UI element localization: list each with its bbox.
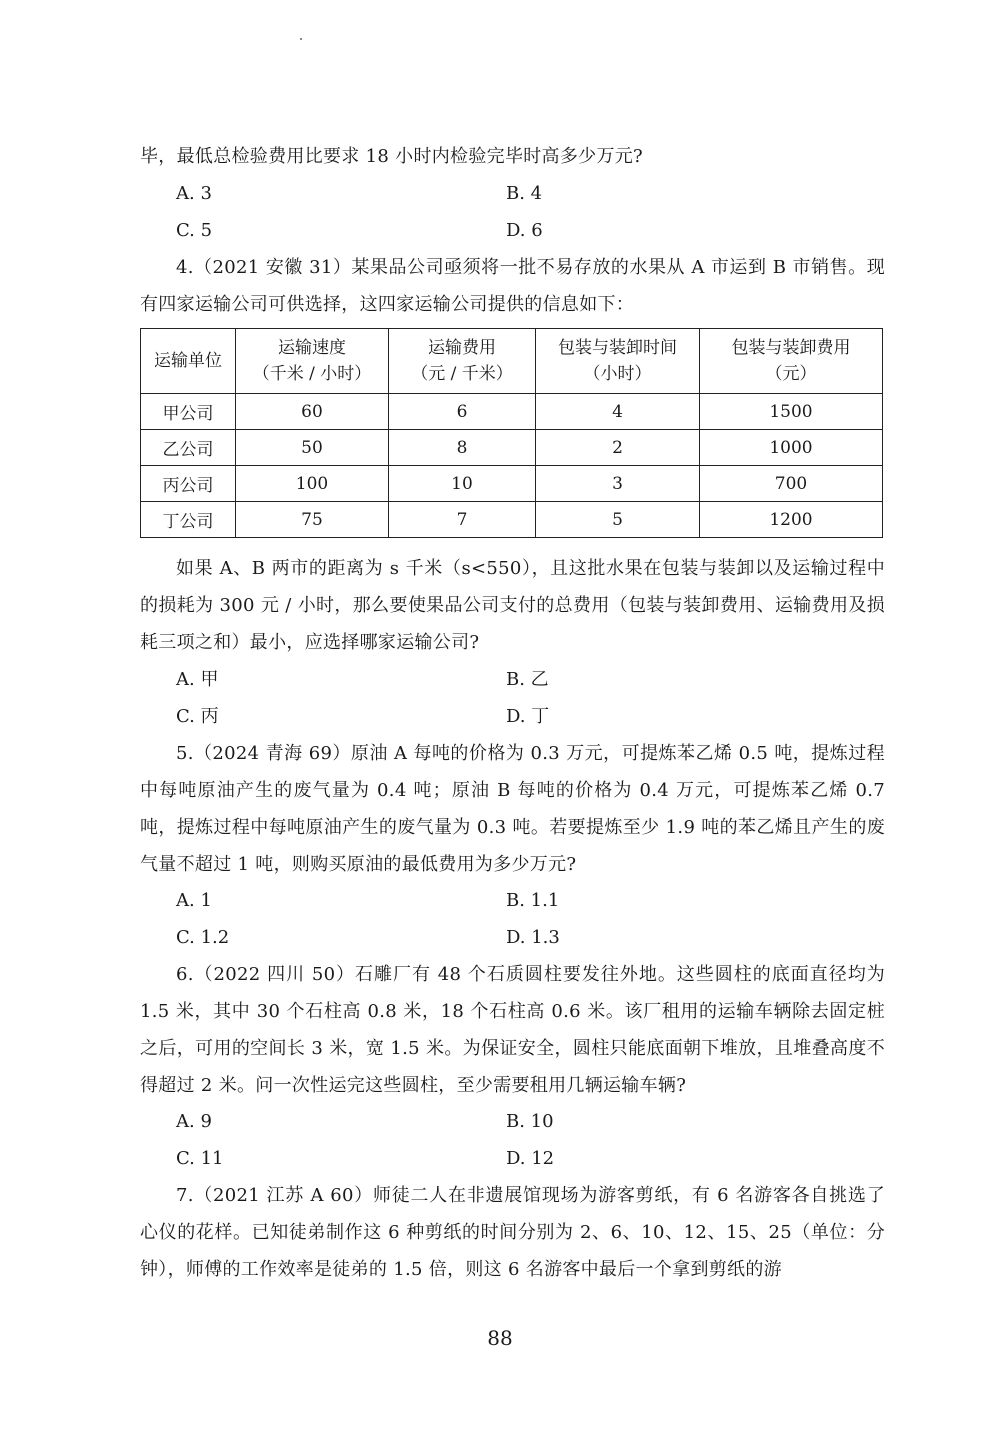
- q6-option-d: D. 12: [506, 1148, 555, 1169]
- q7-stem: 7.（2021 江苏 A 60）师徒二人在非遗展馆现场为游客剪纸，有 6 名游客各自挑选了心仪的花样。已知徒弟制作这 6 种剪纸的时间分别为 2、6、10、12、15、25（单位：分钟），师傅的工作效率是徒弟的 1.5 倍，则这 6 名游客中最后一个拿到剪纸的游: [140, 1185, 885, 1280]
- q3-option-d: D. 6: [506, 220, 543, 241]
- table-cell: 100: [236, 466, 389, 502]
- header-packing-cost: [700, 329, 883, 394]
- q4-stem: 4.（2021 安徽 31）某果品公司亟须将一批不易存放的水果从 A 市运到 B 市销售。现有四家运输公司可供选择，这四家运输公司提供的信息如下：: [140, 257, 885, 315]
- header-transport-cost: [389, 329, 536, 394]
- q4-options-row-2: [176, 698, 876, 735]
- header-packing-cost-unit: （元）: [765, 364, 817, 384]
- header-speed-label: 运输速度: [278, 338, 346, 358]
- q3-option-a: A. 3: [176, 183, 212, 204]
- page-number: 88: [487, 1326, 513, 1350]
- q5-option-b: B. 1.1: [506, 890, 560, 911]
- q6-options-row-2: [176, 1140, 876, 1177]
- q4-option-b: B. 乙: [506, 669, 549, 690]
- table-row: [141, 466, 883, 502]
- header-packing-time: [536, 329, 700, 394]
- table-cell: 700: [700, 466, 883, 502]
- q5-options-row-1: [176, 882, 876, 919]
- q4-option-d: D. 丁: [506, 706, 550, 727]
- header-unit-label: 运输单位: [154, 351, 222, 371]
- header-packing-cost-label: 包装与装卸费用: [731, 338, 851, 358]
- q6-option-a: A. 9: [176, 1111, 212, 1132]
- q5-stem: 5.（2024 青海 69）原油 A 每吨的价格为 0.3 万元，可提炼苯乙烯 0.5 吨，提炼过程中每吨原油产生的废气量为 0.4 吨；原油 B 每吨的价格为 0.4 万元，可提炼苯乙烯 0.7 吨，提炼过程中每吨原油产生的废气量为 0.3 吨。若要提炼至少 1.9 吨的苯乙烯且产生的废气量不超过 1 吨，则购买原油的最低费用为多少万元?: [140, 743, 885, 875]
- header-packing-time-unit: （小时）: [583, 364, 652, 384]
- header-speed-unit: （千米 / 小时）: [252, 364, 372, 384]
- header-transport-cost-unit: （元 / 千米）: [411, 364, 513, 384]
- table-cell: 6: [389, 394, 536, 430]
- table-cell: 60: [236, 394, 389, 430]
- table-cell: 乙公司: [141, 430, 236, 466]
- q3-options-row-1: [176, 175, 876, 212]
- table-cell: 10: [389, 466, 536, 502]
- table-cell: 1500: [700, 394, 883, 430]
- header-unit: [141, 329, 236, 394]
- q5-options-row-2: [176, 919, 876, 956]
- q3-options-row-2: [176, 212, 876, 249]
- q4-option-c: C. 丙: [176, 706, 219, 727]
- q5-option-c: C. 1.2: [176, 927, 230, 948]
- table-cell: 丁公司: [141, 502, 236, 538]
- q6-option-b: B. 10: [506, 1111, 554, 1132]
- header-speed: [236, 329, 389, 394]
- table-cell: 甲公司: [141, 394, 236, 430]
- table-row: [141, 394, 883, 430]
- q4-options-row-1: [176, 661, 876, 698]
- q3-option-c: C. 5: [176, 220, 213, 241]
- table-cell: 8: [389, 430, 536, 466]
- transport-companies-table: [140, 328, 883, 538]
- table-cell: 4: [536, 394, 700, 430]
- table-cell: 2: [536, 430, 700, 466]
- header-packing-time-label: 包装与装卸时间: [558, 338, 677, 358]
- q5-option-d: D. 1.3: [506, 927, 560, 948]
- q3-option-b: B. 4: [506, 183, 543, 204]
- table-cell: 50: [236, 430, 389, 466]
- q5-option-a: A. 1: [176, 890, 212, 911]
- header-transport-cost-label: 运输费用: [428, 338, 496, 358]
- table-row: [141, 502, 883, 538]
- table-cell: 1200: [700, 502, 883, 538]
- q3-stem-tail: 毕，最低总检验费用比要求 18 小时内检验完毕时高多少万元?: [140, 146, 643, 167]
- q4-option-a: A. 甲: [176, 669, 219, 690]
- table-cell: 75: [236, 502, 389, 538]
- q6-option-c: C. 11: [176, 1148, 224, 1169]
- table-row: [141, 430, 883, 466]
- table-cell: 1000: [700, 430, 883, 466]
- table-cell: 丙公司: [141, 466, 236, 502]
- table-cell: 7: [389, 502, 536, 538]
- table-cell: 3: [536, 466, 700, 502]
- table-header-row: [141, 329, 883, 394]
- q6-options-row-1: [176, 1103, 876, 1140]
- scan-artifact-dot: [300, 38, 302, 40]
- q6-stem: 6.（2022 四川 50）石雕厂有 48 个石质圆柱要发往外地。这些圆柱的底面直径均为 1.5 米，其中 30 个石柱高 0.8 米，18 个石柱高 0.6 米。该厂租用的运输车辆除去固定桩之后，可用的空间长 3 米，宽 1.5 米。为保证安全，圆柱只能底面朝下堆放，且堆叠高度不得超过 2 米。问一次性运完这些圆柱，至少需要租用几辆运输车辆?: [140, 964, 885, 1096]
- table-cell: 5: [536, 502, 700, 538]
- q4-question: 如果 A、B 两市的距离为 s 千米（s<550），且这批水果在包装与装卸以及运输过程中的损耗为 300 元 / 小时，那么要使果品公司支付的总费用（包装与装卸费用、运输费用及损耗三项之和）最小，应选择哪家运输公司?: [140, 558, 885, 653]
